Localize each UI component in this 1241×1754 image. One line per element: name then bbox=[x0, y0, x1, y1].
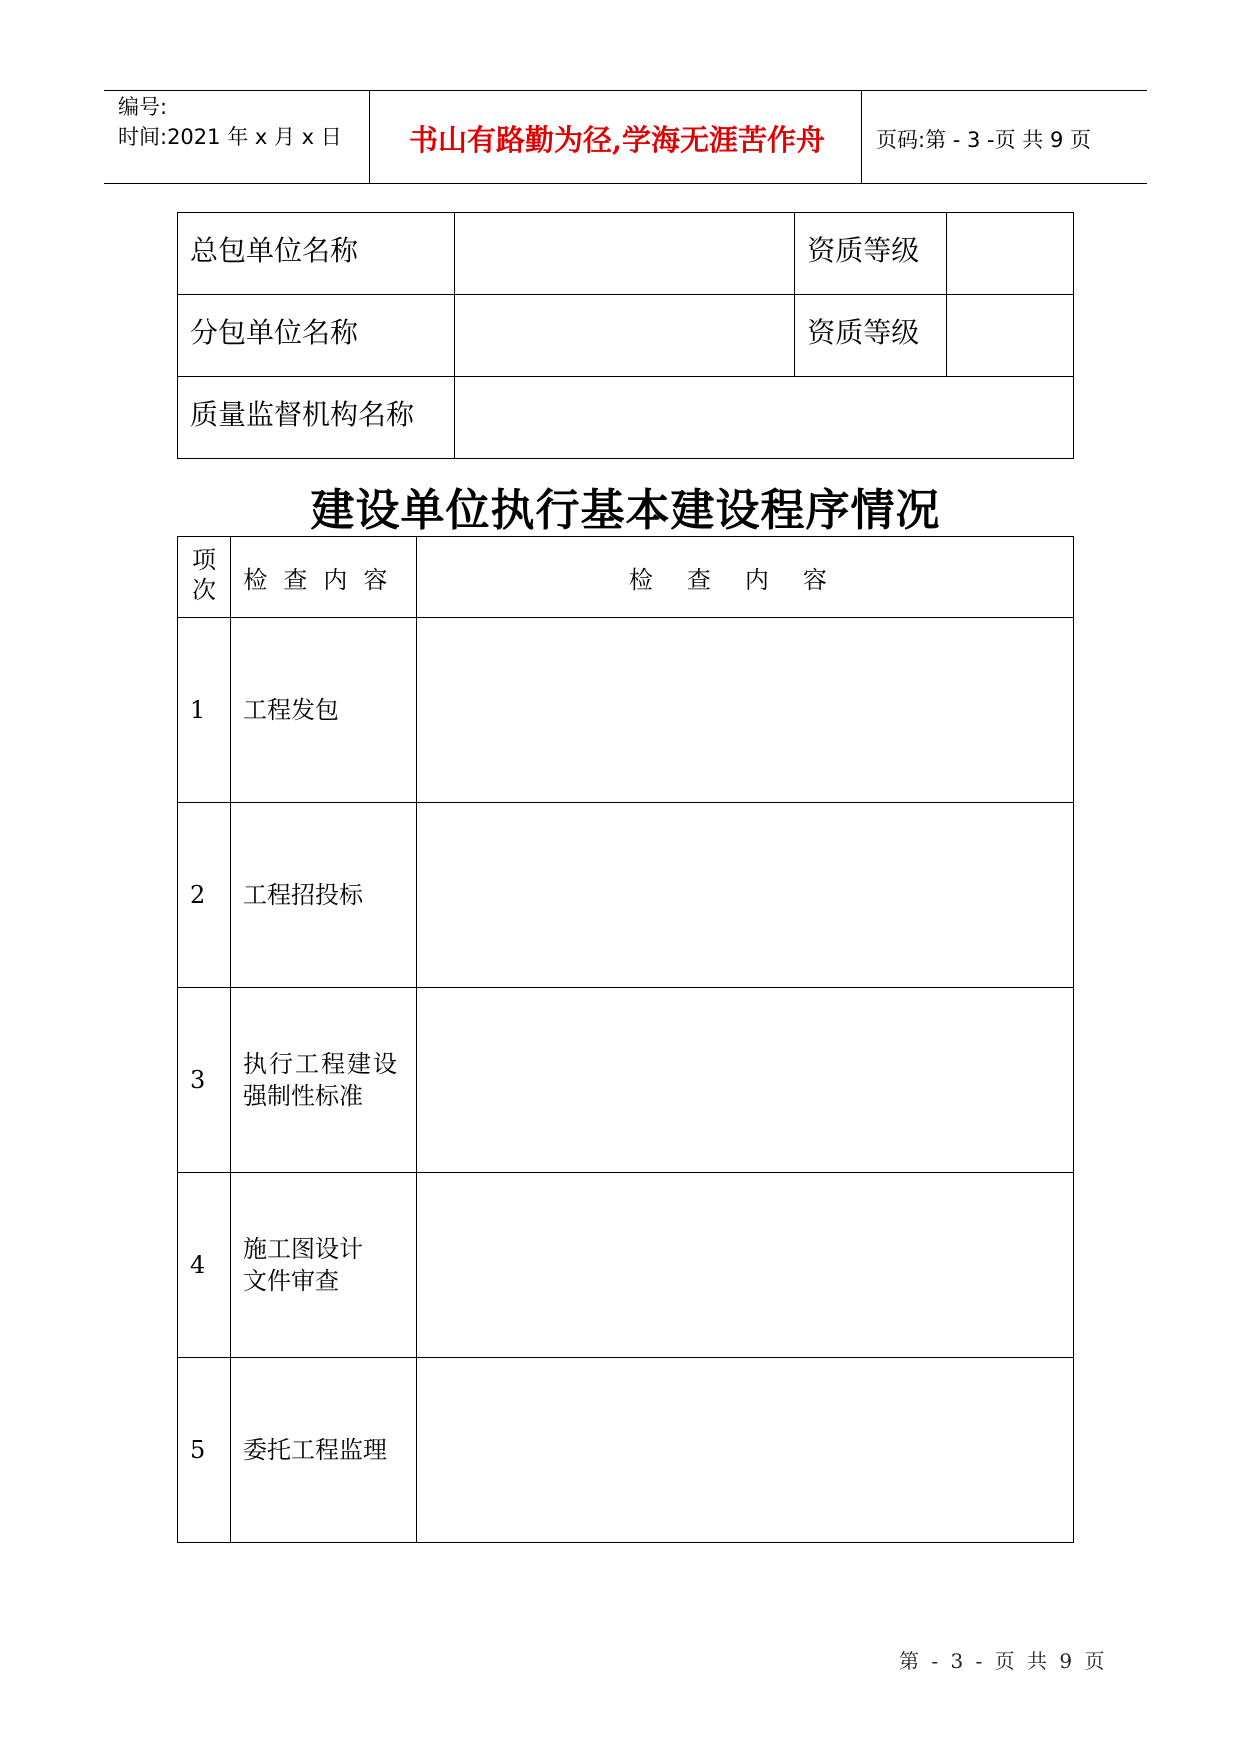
footer-page-number: 第 - 3 - 页 共 9 页 bbox=[899, 1649, 1108, 1673]
table-row bbox=[178, 295, 1074, 377]
row-item: 工程发包 bbox=[230, 618, 416, 803]
qualification-value[interactable] bbox=[947, 295, 1074, 377]
table-row bbox=[178, 1358, 1074, 1543]
row-content[interactable] bbox=[416, 988, 1073, 1173]
header-page-number: 页码:第 - 3 -页 共 9 页 bbox=[876, 128, 1092, 152]
row-content[interactable] bbox=[416, 1358, 1073, 1543]
doc-number-label: 编号: bbox=[118, 95, 168, 119]
qualification-value[interactable] bbox=[947, 213, 1074, 295]
table-row bbox=[178, 377, 1074, 459]
supervision-agency-value[interactable] bbox=[454, 377, 1073, 459]
table-row bbox=[178, 988, 1074, 1173]
row-content[interactable] bbox=[416, 1173, 1073, 1358]
subcontractor-value[interactable] bbox=[454, 295, 795, 377]
header-item-number: 项 次 bbox=[178, 537, 231, 618]
general-contractor-value[interactable] bbox=[454, 213, 795, 295]
unit-info-table bbox=[177, 212, 1074, 459]
header-top-rule bbox=[104, 90, 1147, 91]
table-row bbox=[178, 803, 1074, 988]
table-row bbox=[178, 1173, 1074, 1358]
section-title: 建设单位执行基本建设程序情况 bbox=[310, 485, 941, 536]
header-check-content: 检查内容 bbox=[416, 537, 1073, 618]
row-item: 施工图设计 文件审查 bbox=[230, 1173, 416, 1358]
qualification-label: 资质等级 bbox=[795, 213, 947, 295]
row-item: 委托工程监理 bbox=[230, 1358, 416, 1543]
table-row bbox=[178, 618, 1074, 803]
qualification-label: 资质等级 bbox=[795, 295, 947, 377]
header-divider-left bbox=[369, 90, 370, 183]
row-item: 执行工程建设 强制性标准 bbox=[230, 988, 416, 1173]
procedure-check-table bbox=[177, 536, 1074, 1543]
table-row bbox=[178, 213, 1074, 295]
header-meta bbox=[118, 92, 342, 152]
supervision-agency-label: 质量监督机构名称 bbox=[178, 377, 455, 459]
row-content[interactable] bbox=[416, 618, 1073, 803]
row-number: 5 bbox=[178, 1358, 231, 1543]
row-number: 4 bbox=[178, 1173, 231, 1358]
row-content[interactable] bbox=[416, 803, 1073, 988]
doc-time-label: 时间:2021 年 x 月 x 日 bbox=[118, 125, 342, 149]
row-number: 1 bbox=[178, 618, 231, 803]
table-header-row bbox=[178, 537, 1074, 618]
row-number: 3 bbox=[178, 988, 231, 1173]
header-bottom-rule bbox=[104, 183, 1147, 184]
subcontractor-label: 分包单位名称 bbox=[178, 295, 455, 377]
row-number: 2 bbox=[178, 803, 231, 988]
header-motto: 书山有路勤为径,学海无涯苦作舟 bbox=[408, 123, 826, 157]
header-check-item: 检查内容 bbox=[230, 537, 416, 618]
general-contractor-label: 总包单位名称 bbox=[178, 213, 455, 295]
row-item: 工程招投标 bbox=[230, 803, 416, 988]
